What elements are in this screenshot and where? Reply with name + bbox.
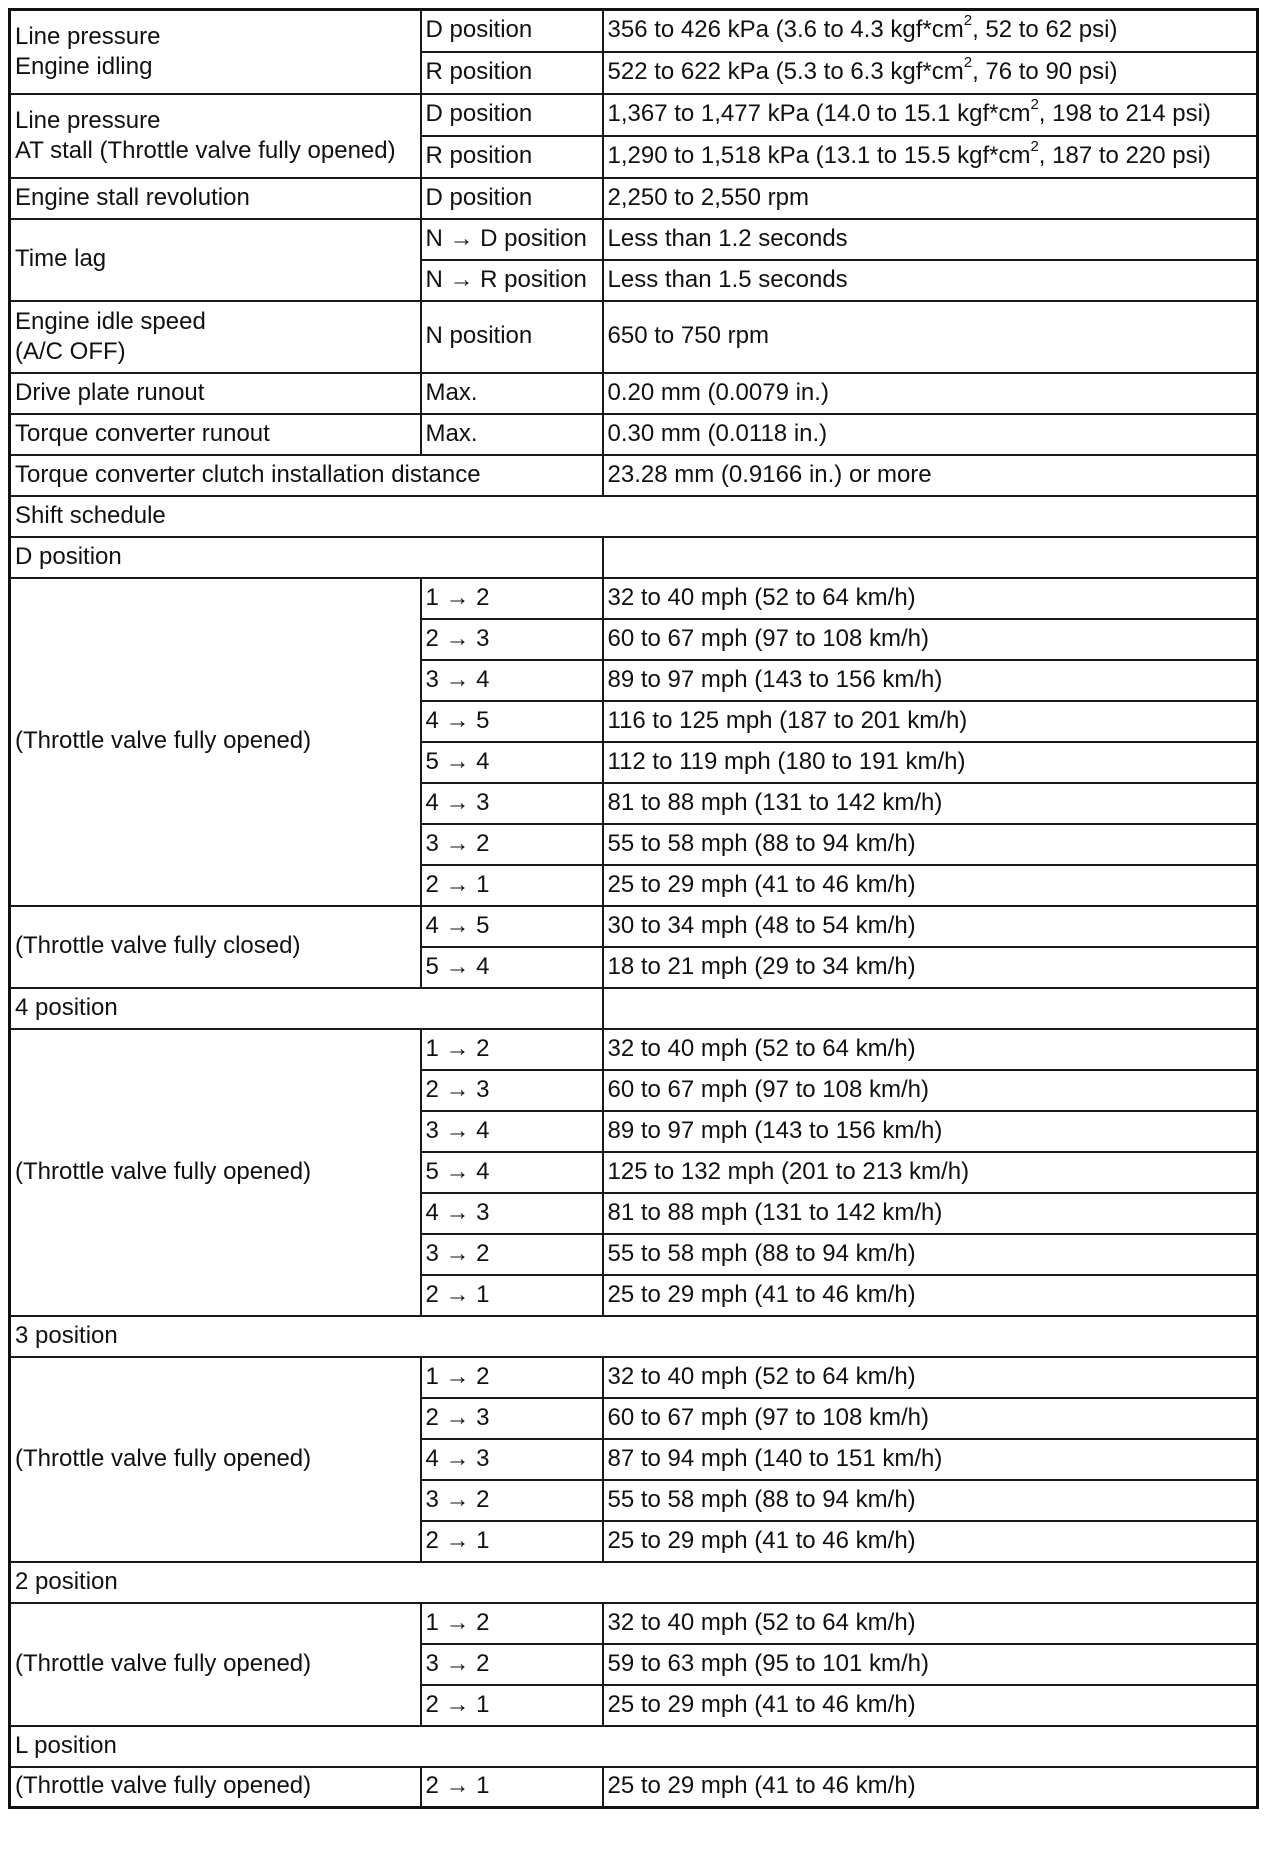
idle-speed-label	[10, 301, 421, 373]
p4-heading: 4 position	[10, 988, 603, 1029]
engine-stall-label: Engine stall revolution	[10, 178, 421, 219]
shift-cell: 4 → 5	[421, 906, 603, 947]
shift-cell: 1 → 2	[421, 1603, 603, 1644]
speed-value-cell: 32 to 40 mph (52 to 64 km/h)	[603, 578, 1258, 619]
table-row	[10, 1316, 1258, 1357]
speed-value-cell: 25 to 29 mph (41 to 46 km/h)	[603, 1767, 1258, 1808]
speed-value-cell: 55 to 58 mph (88 to 94 km/h)	[603, 1234, 1258, 1275]
shift-cell: 3 → 2	[421, 824, 603, 865]
speed-value-cell: 55 to 58 mph (88 to 94 km/h)	[603, 1480, 1258, 1521]
table-row	[10, 219, 1258, 260]
table-row	[10, 414, 1258, 455]
speed-value-cell: 55 to 58 mph (88 to 94 km/h)	[603, 824, 1258, 865]
drive-plate-label: Drive plate runout	[10, 373, 421, 414]
condition-cell: R position	[421, 136, 603, 178]
throttle-condition-label: (Throttle valve fully opened)	[10, 1029, 421, 1316]
speed-value-cell: 81 to 88 mph (131 to 142 km/h)	[603, 783, 1258, 824]
shift-row	[10, 1029, 1258, 1070]
line-pressure-stall-label	[10, 94, 421, 178]
p3-heading: 3 position	[10, 1316, 1258, 1357]
shift-cell: 3 → 2	[421, 1234, 603, 1275]
speed-value-cell: 18 to 21 mph (29 to 34 km/h)	[603, 947, 1258, 988]
throttle-condition-label: (Throttle valve fully closed)	[10, 906, 421, 988]
d-position-heading: D position	[10, 537, 603, 578]
pl-opened-group	[10, 1767, 1258, 1808]
d-position-opened-group	[10, 578, 1258, 906]
speed-value-cell: 25 to 29 mph (41 to 46 km/h)	[603, 1685, 1258, 1726]
value-cell: Less than 1.2 seconds	[603, 219, 1258, 260]
time-lag-label: Time lag	[10, 219, 421, 301]
speed-value-cell: 60 to 67 mph (97 to 108 km/h)	[603, 1070, 1258, 1111]
speed-value-cell: 30 to 34 mph (48 to 54 km/h)	[603, 906, 1258, 947]
speed-value-cell: 81 to 88 mph (131 to 142 km/h)	[603, 1193, 1258, 1234]
value-cell: 1,290 to 1,518 kPa (13.1 to 15.5 $kgf*cm^2$, 187 to 220 psi)	[603, 136, 1258, 178]
shift-cell: 5 → 4	[421, 947, 603, 988]
label-line2: Engine idling	[15, 52, 153, 80]
speed-value-cell: 25 to 29 mph (41 to 46 km/h)	[603, 1521, 1258, 1562]
speed-value-cell: 32 to 40 mph (52 to 64 km/h)	[603, 1029, 1258, 1070]
throttle-condition-label: (Throttle valve fully opened)	[10, 1767, 421, 1808]
spec-table-container	[8, 8, 1259, 1809]
shift-cell: 5 → 4	[421, 1152, 603, 1193]
speed-value-cell: 112 to 119 mph (180 to 191 km/h)	[603, 742, 1258, 783]
condition-cell: N → D position	[421, 219, 603, 260]
shift-cell: 2 → 3	[421, 1070, 603, 1111]
speed-value-cell: 125 to 132 mph (201 to 213 km/h)	[603, 1152, 1258, 1193]
shift-cell: 3 → 2	[421, 1480, 603, 1521]
value-cell: 650 to 750 rpm	[603, 301, 1258, 373]
label-line2: (A/C OFF)	[15, 337, 126, 365]
table-row	[10, 455, 1258, 496]
shift-cell: 2 → 3	[421, 1398, 603, 1439]
table-row	[10, 496, 1258, 537]
pl-heading-group	[10, 1726, 1258, 1767]
table-row	[10, 1562, 1258, 1603]
shift-cell: 4 → 5	[421, 701, 603, 742]
label-line1: Engine idle speed	[15, 307, 206, 335]
condition-cell: Max.	[421, 373, 603, 414]
d-position-closed-group	[10, 906, 1258, 988]
line-pressure-idle-label	[10, 10, 421, 94]
shift-row	[10, 1767, 1258, 1808]
table-row	[10, 373, 1258, 414]
value-cell: 0.30 mm (0.0118 in.)	[603, 414, 1258, 455]
empty-cell	[603, 537, 1258, 578]
shift-cell: 4 → 3	[421, 783, 603, 824]
speed-value-cell: 59 to 63 mph (95 to 101 km/h)	[603, 1644, 1258, 1685]
shift-cell: 4 → 3	[421, 1439, 603, 1480]
p2-heading-group	[10, 1562, 1258, 1603]
table-row	[10, 178, 1258, 219]
shift-cell: 1 → 2	[421, 1357, 603, 1398]
table-row	[10, 537, 1258, 578]
shift-cell: 3 → 4	[421, 660, 603, 701]
shift-cell: 3 → 2	[421, 1644, 603, 1685]
shift-row	[10, 1357, 1258, 1398]
value-cell: 356 to 426 kPa (3.6 to 4.3 $kgf*cm^2$, 52 to 62 psi)	[603, 10, 1258, 52]
value-cell: 0.20 mm (0.0079 in.)	[603, 373, 1258, 414]
speed-value-cell: 25 to 29 mph (41 to 46 km/h)	[603, 865, 1258, 906]
value-cell: Less than 1.5 seconds	[603, 260, 1258, 301]
shift-row	[10, 1603, 1258, 1644]
speed-value-cell: 116 to 125 mph (187 to 201 km/h)	[603, 701, 1258, 742]
tc-clutch-label: Torque converter clutch installation distance	[10, 455, 603, 496]
p3-opened-group	[10, 1357, 1258, 1562]
table-row	[10, 10, 1258, 52]
value-cell: 2,250 to 2,550 rpm	[603, 178, 1258, 219]
condition-cell: R position	[421, 52, 603, 94]
table-row	[10, 94, 1258, 136]
speed-value-cell: 25 to 29 mph (41 to 46 km/h)	[603, 1275, 1258, 1316]
shift-row	[10, 906, 1258, 947]
throttle-condition-label: (Throttle valve fully opened)	[10, 578, 421, 906]
shift-cell: 1 → 2	[421, 1029, 603, 1070]
shift-cell: 5 → 4	[421, 742, 603, 783]
shift-schedule-heading: Shift schedule	[10, 496, 1258, 537]
speed-value-cell: 32 to 40 mph (52 to 64 km/h)	[603, 1603, 1258, 1644]
value-cell: 522 to 622 kPa (5.3 to 6.3 $kgf*cm^2$, 76 to 90 psi)	[603, 52, 1258, 94]
table-row	[10, 988, 1258, 1029]
condition-cell: D position	[421, 178, 603, 219]
value-cell: 23.28 mm (0.9166 in.) or more	[603, 455, 1258, 496]
throttle-condition-label: (Throttle valve fully opened)	[10, 1357, 421, 1562]
pl-heading: L position	[10, 1726, 1258, 1767]
speed-value-cell: 89 to 97 mph (143 to 156 km/h)	[603, 660, 1258, 701]
p2-opened-group	[10, 1603, 1258, 1726]
value-cell: 1,367 to 1,477 kPa (14.0 to 15.1 $kgf*cm^2$, 198 to 214 psi)	[603, 94, 1258, 136]
label-line2: AT stall (Throttle valve fully opened)	[15, 136, 396, 164]
shift-row	[10, 578, 1258, 619]
p3-heading-group	[10, 1316, 1258, 1357]
shift-cell: 2 → 1	[421, 1767, 603, 1808]
transmission-spec-table	[8, 8, 1259, 1809]
shift-cell: 2 → 1	[421, 865, 603, 906]
tc-runout-label: Torque converter runout	[10, 414, 421, 455]
empty-cell	[603, 988, 1258, 1029]
condition-cell: N → R position	[421, 260, 603, 301]
shift-cell: 1 → 2	[421, 578, 603, 619]
shift-cell: 3 → 4	[421, 1111, 603, 1152]
speed-value-cell: 60 to 67 mph (97 to 108 km/h)	[603, 619, 1258, 660]
shift-cell: 2 → 3	[421, 619, 603, 660]
table-row	[10, 1726, 1258, 1767]
shift-cell: 2 → 1	[421, 1521, 603, 1562]
speed-value-cell: 60 to 67 mph (97 to 108 km/h)	[603, 1398, 1258, 1439]
label-line1: Line pressure	[15, 22, 161, 50]
condition-cell: D position	[421, 94, 603, 136]
table-row	[10, 301, 1258, 373]
p2-heading: 2 position	[10, 1562, 1258, 1603]
label-line1: Line pressure	[15, 106, 161, 134]
speed-value-cell: 89 to 97 mph (143 to 156 km/h)	[603, 1111, 1258, 1152]
p4-opened-group	[10, 1029, 1258, 1316]
speed-value-cell: 32 to 40 mph (52 to 64 km/h)	[603, 1357, 1258, 1398]
shift-cell: 4 → 3	[421, 1193, 603, 1234]
condition-cell: D position	[421, 10, 603, 52]
condition-cell: N position	[421, 301, 603, 373]
speed-value-cell: 87 to 94 mph (140 to 151 km/h)	[603, 1439, 1258, 1480]
shift-cell: 2 → 1	[421, 1685, 603, 1726]
shift-cell: 2 → 1	[421, 1275, 603, 1316]
throttle-condition-label: (Throttle valve fully opened)	[10, 1603, 421, 1726]
condition-cell: Max.	[421, 414, 603, 455]
p4-heading-group	[10, 988, 1258, 1029]
